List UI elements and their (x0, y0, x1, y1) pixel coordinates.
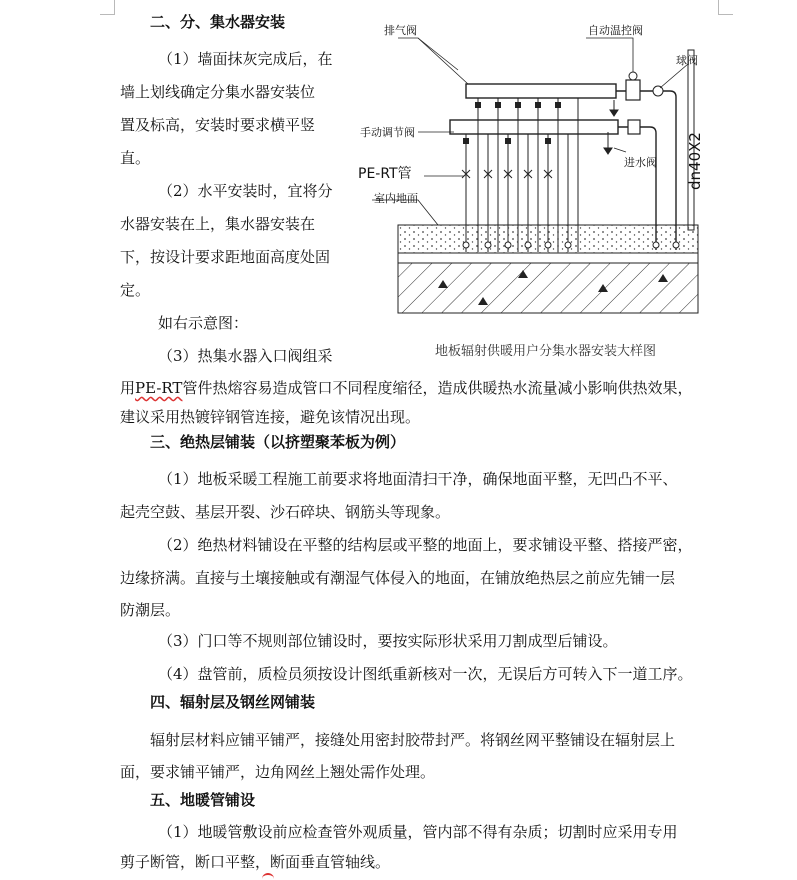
label-auto-temp-valve: 自动温控阀 (588, 24, 643, 37)
page-corner-mark (718, 0, 733, 15)
s2-p3-rest: 管件热熔容易造成管口不同程度缩径，造成供暖热水流量减小影响供热效果， (182, 379, 693, 397)
s2-p3-line2 (120, 378, 692, 398)
label-inlet-valve: 进水阀 (624, 156, 657, 169)
manifold-diagram (358, 20, 730, 330)
s2-note: 如右示意图： (158, 314, 249, 332)
s3-p2-line1: （2）绝热材料铺设在平整的结构层或平整的地面上，要求铺设平整、搭接严密， (158, 536, 693, 554)
diagram-caption: 地板辐射供暖用户分集水器安装大样图 (435, 344, 657, 359)
s2-p2-line2: 水器安装在上，集水器安装在 (120, 215, 316, 233)
s2-p2-line4: 定。 (120, 281, 151, 299)
section4-heading: 四、辐射层及钢丝网铺装 (150, 693, 316, 711)
s5-p1-line2: 剪子断管，断口平整，断面垂直管轴线。 (120, 853, 391, 871)
s4-p1-line2: 面，要求铺平铺严，边角网丝上翘处需作处理。 (120, 763, 436, 781)
s2-p1-line3: 置及标高，安装时要求横平竖 (120, 116, 316, 134)
label-manual-valve: 手动调节阀 (360, 126, 415, 139)
s5-p1-line1: （1）地暖管敷设前应检查管外观质量，管内部不得有杂质；切割时应采用专用 (158, 823, 678, 841)
s3-p2-line3: 防潮层。 (120, 601, 181, 619)
label-pipe: PE-RT管 (358, 166, 412, 182)
label-pipe-size: dn40X2 (686, 132, 704, 190)
s3-p3: （3）门口等不规则部位铺设时，要按实际形状采用刀割成型后铺设。 (158, 632, 618, 650)
s2-p3-line1: （3）热集水器入口阀组采 (158, 347, 333, 365)
s3-p1-line2: 起壳空鼓、基层开裂、沙石碎块、钢筋头等现象。 (120, 503, 451, 521)
s2-p2-line3: 下，按设计要求距地面高度处固 (120, 248, 331, 266)
section5-heading: 五、地暖管铺设 (150, 791, 256, 809)
s2-p3-line3: 建议采用热镀锌钢管连接，避免该情况出现。 (120, 408, 421, 426)
s2-p1-line4: 直。 (120, 149, 151, 167)
upper-manifold (466, 84, 616, 98)
s2-p3-prefix: 用 (120, 379, 136, 397)
s2-p2-line1: （2）水平安装时，宜将分 (158, 182, 333, 200)
page-corner-mark (100, 0, 115, 15)
spell-marked-term: PE-RT (135, 379, 183, 397)
lower-manifold (450, 120, 618, 134)
s2-p1-line2: 墙上划线确定分集水器安装位 (120, 83, 316, 101)
s3-p1-line1: （1）地板采暖工程施工前要求将地面清扫干净，确保地面平整，无凹凸不平、 (158, 470, 678, 488)
s4-p1-line1: 辐射层材料应铺平铺严，接缝处用密封胶带封严。将钢丝网平整铺设在辐射层上 (150, 731, 676, 749)
s3-p4: （4）盘管前，质检员须按设计图纸重新核对一次，无误后方可转入下一道工序。 (158, 665, 693, 683)
label-ball-valve: 球阀 (676, 54, 698, 67)
section2-heading: 二、分、集水器安装 (150, 13, 286, 31)
label-indoor-floor: 室内地面 (374, 192, 418, 205)
s2-p1-line1: （1）墙面抹灰完成后，在 (158, 50, 333, 68)
section3-heading: 三、绝热层铺装（以挤塑聚苯板为例） (150, 433, 406, 451)
screed-layer (398, 225, 698, 253)
label-exhaust-valve: 排气阀 (384, 24, 417, 37)
s3-p2-line2: 边缘挤满。直接与土壤接触或有潮湿气体侵入的地面，在铺放绝热层之前应先铺一层 (120, 569, 676, 587)
